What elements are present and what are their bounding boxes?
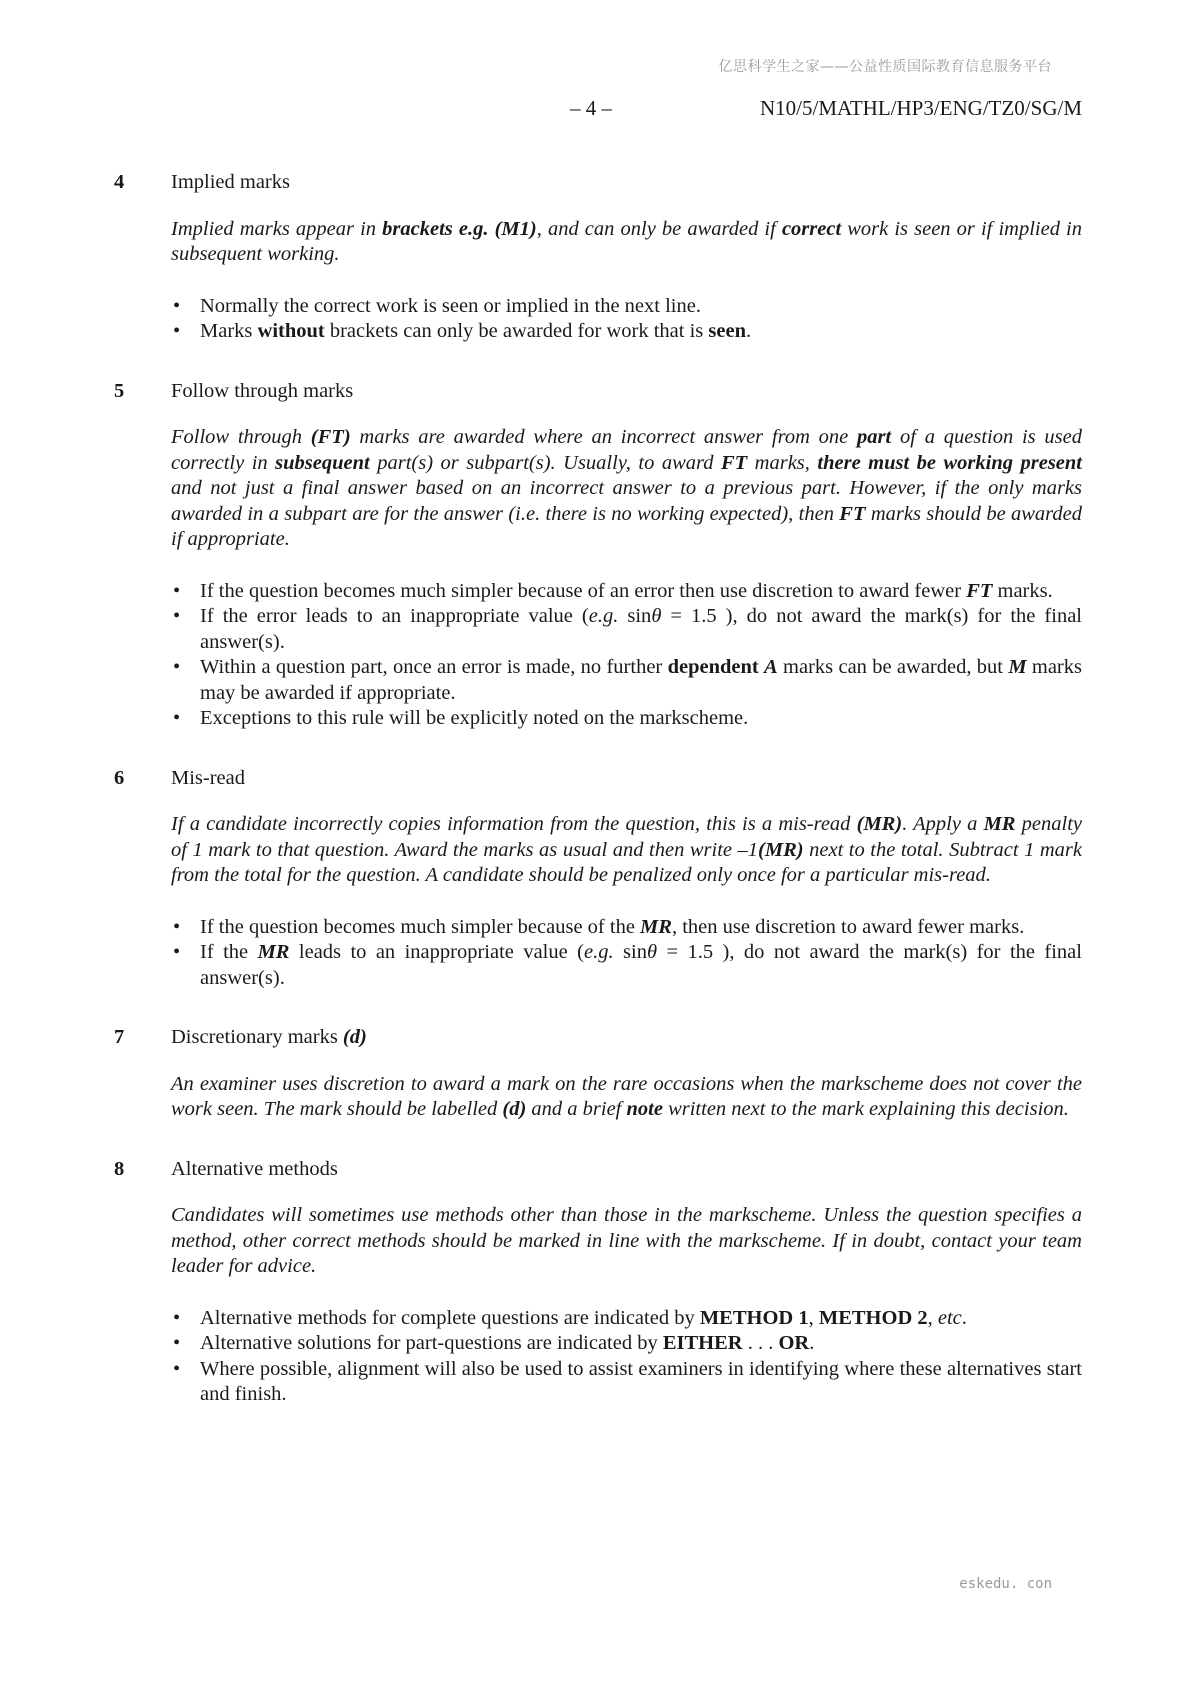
paragraph-text: If a candidate incorrectly copies information from the question, this is a mis-read <box>171 813 857 836</box>
page-number: – 4 – <box>570 96 612 120</box>
bullet-text: sin <box>613 941 647 964</box>
bullet-text: , <box>808 1306 819 1329</box>
bullet-text: FT <box>966 579 993 602</box>
section-number: 8 <box>114 1157 125 1180</box>
paragraph-text: (MR) <box>758 838 804 861</box>
paragraph-text: and a brief <box>526 1098 627 1121</box>
bullet-text: marks can be awarded, but <box>777 656 1009 679</box>
bullet-text: . <box>809 1332 815 1355</box>
bullet-text: If the <box>200 941 258 964</box>
bullet-text: METHOD 2 <box>818 1306 928 1329</box>
bullet-text: If the question becomes much simpler because of the <box>200 915 641 938</box>
bullet-text: OR <box>778 1332 810 1355</box>
bullet-text: A <box>764 656 778 679</box>
bullet-text: e.g. <box>583 941 614 964</box>
bullet-item <box>171 579 1082 605</box>
section-heading <box>114 1025 1082 1050</box>
section-paragraph <box>171 1072 1082 1123</box>
section-title <box>171 1025 367 1050</box>
bullet-text: sin <box>618 605 652 628</box>
watermark-text: 亿思科学生之家——公益性质国际教育信息服务平台 <box>718 59 1052 75</box>
section-5 <box>114 379 1082 732</box>
bullet-list <box>171 294 1082 345</box>
paragraph-text: FT <box>720 451 748 474</box>
bullet-text: MR <box>640 915 672 938</box>
paragraph-text: marks, <box>747 451 818 474</box>
bullet-text: Where possible, alignment will also be used to assist examiners in identifying where these alternatives start and finish. <box>200 1357 1082 1406</box>
document-code: N10/5/MATHL/HP3/ENG/TZ0/SG/M <box>759 96 1082 120</box>
paragraph-text: FT <box>839 502 866 525</box>
paragraph-text: MR <box>983 813 1016 836</box>
paragraph-text: part(s) or subpart(s). Usually, to award <box>369 451 721 474</box>
section-number: 5 <box>114 379 125 402</box>
section-paragraph <box>171 812 1082 889</box>
section-title-text: Mis-read <box>171 766 246 789</box>
paragraph-text: Candidates will sometimes use methods other than those in the markscheme. Unless the question specifies a method, other correct methods should be marked in line with the markscheme. If in doubt, contact your team leader for advice. <box>171 1204 1082 1278</box>
bullet-text: leads to an inappropriate value ( <box>289 941 584 964</box>
bullet-list <box>171 915 1082 992</box>
bullet-text: . . . <box>742 1332 779 1355</box>
paragraph-text: penalty of 1 mark to that question. Award the marks as usual and then write –1 <box>171 813 1082 861</box>
section-7 <box>114 1025 1082 1123</box>
bullet-item <box>171 1306 1082 1332</box>
section-title <box>171 379 353 404</box>
bullet-text: etc <box>937 1306 962 1329</box>
paragraph-text: and not just a final answer based on an incorrect answer to a previous part. However, if the only marks awarded in a subpart are for the answer (i.e. there is no working expected), then <box>171 477 1082 525</box>
bullet-item <box>171 915 1082 941</box>
section-body <box>171 425 1082 732</box>
paragraph-text: marks should be awarded if appropriate. <box>171 502 1082 551</box>
paragraph-text: (MR) <box>856 813 903 836</box>
section-paragraph <box>171 1203 1082 1280</box>
bullet-text: = 1.5 ), do not award the mark(s) for the final answer(s). <box>200 605 1082 653</box>
section-body <box>171 1203 1082 1408</box>
section-title <box>171 170 290 195</box>
bullet-text: marks. <box>992 579 1053 602</box>
paragraph-text: brackets e.g. (M1) <box>382 217 537 240</box>
bullet-item <box>171 1331 1082 1357</box>
bullet-text: θ <box>651 605 662 628</box>
bullet-text: Alternative methods for complete questions are indicated by <box>200 1306 700 1329</box>
bullet-list <box>171 1306 1082 1408</box>
section-8 <box>114 1157 1082 1408</box>
paragraph-text: note <box>626 1098 663 1121</box>
section-paragraph <box>171 425 1082 553</box>
bullet-item <box>171 604 1082 655</box>
bullet-item <box>171 940 1082 991</box>
bullet-item <box>171 319 1082 345</box>
section-title-text: (d) <box>342 1026 367 1049</box>
bullet-text: . <box>961 1306 967 1329</box>
bullet-text: Normally the correct work is seen or implied in the next line. <box>200 294 701 317</box>
section-body <box>171 812 1082 991</box>
bullet-text: = 1.5 ), do not award the mark(s) for the final answer(s). <box>200 941 1082 989</box>
footer-watermark: eskedu. con <box>959 1576 1052 1592</box>
paragraph-text: An examiner uses discretion to award a mark on the rare occasions when the markscheme does not cover the work seen. The mark should be labelled <box>171 1072 1082 1121</box>
bullet-text: M <box>1008 656 1027 679</box>
bullet-text: If the error leads to an inappropriate value ( <box>200 605 589 628</box>
section-heading <box>114 170 1082 195</box>
bullet-item <box>171 655 1082 706</box>
bullet-text: , <box>927 1306 938 1329</box>
bullet-text: seen <box>708 320 746 343</box>
paragraph-text: there must be working present <box>817 451 1082 474</box>
paragraph-text: subsequent <box>275 451 370 474</box>
bullet-text: Alternative solutions for part-questions are indicated by <box>200 1332 663 1355</box>
section-title-text: Alternative methods <box>171 1157 338 1180</box>
paragraph-text: of a question is used correctly in <box>171 426 1082 474</box>
bullet-text: e.g. <box>588 605 619 628</box>
bullet-text: , then use discretion to award fewer marks. <box>671 915 1025 938</box>
paragraph-text: , and can only be awarded if <box>536 217 782 240</box>
bullet-text: If the question becomes much simpler because of an error then use discretion to award fewer <box>200 579 967 602</box>
section-6 <box>114 766 1082 992</box>
paragraph-text: written next to the mark explaining this decision. <box>662 1098 1069 1121</box>
section-number: 7 <box>114 1026 125 1049</box>
section-number: 4 <box>114 171 125 193</box>
section-body <box>171 217 1082 345</box>
bullet-text: brackets can only be awarded for work that is <box>324 320 709 343</box>
section-4 <box>114 170 1082 345</box>
bullet-text: dependent <box>667 656 759 679</box>
bullet-text: marks may be awarded if appropriate. <box>200 656 1082 704</box>
section-heading <box>114 379 1082 404</box>
paragraph-text: correct <box>781 217 842 240</box>
bullet-item <box>171 706 1082 732</box>
paragraph-text: next to the total. Subtract 1 mark from the total for the question. A candidate should be penalized only once for a particular mis-read. <box>171 838 1082 887</box>
section-heading <box>114 1157 1082 1182</box>
section-title-text: Follow through marks <box>171 379 354 402</box>
section-title-text: Discretionary marks <box>171 1026 343 1049</box>
section-title <box>171 1157 338 1182</box>
section-paragraph <box>171 217 1082 268</box>
paragraph-text: (d) <box>502 1098 527 1121</box>
bullet-text: without <box>257 320 325 343</box>
bullet-text: θ <box>646 941 658 964</box>
paragraph-text: part <box>857 426 892 449</box>
paragraph-text: work is seen or if implied in subsequent working. <box>171 217 1083 266</box>
bullet-text: Marks <box>200 320 258 343</box>
bullet-text: MR <box>257 941 290 964</box>
paragraph-text: . Apply a <box>902 813 984 836</box>
bullet-item <box>171 294 1082 320</box>
section-title-text: Implied marks <box>171 171 290 193</box>
paragraph-text: Implied marks appear in <box>171 217 383 240</box>
bullet-text: EITHER <box>662 1332 743 1355</box>
section-title <box>171 766 245 791</box>
bullet-text: Exceptions to this rule will be explicitly noted on the markscheme. <box>200 707 749 730</box>
bullet-text: Within a question part, once an error is made, no further <box>200 656 668 679</box>
paragraph-text: marks are awarded where an incorrect answer from one <box>350 426 858 449</box>
section-number: 6 <box>114 766 125 789</box>
section-body <box>171 1072 1082 1123</box>
paragraph-text: (FT) <box>310 426 351 449</box>
bullet-list <box>171 579 1082 732</box>
bullet-item <box>171 1357 1082 1408</box>
bullet-text: METHOD 1 <box>699 1306 809 1329</box>
document-body <box>114 170 1082 1442</box>
paragraph-text: Follow through <box>171 426 311 449</box>
bullet-text: . <box>745 320 752 343</box>
section-heading <box>114 766 1082 791</box>
